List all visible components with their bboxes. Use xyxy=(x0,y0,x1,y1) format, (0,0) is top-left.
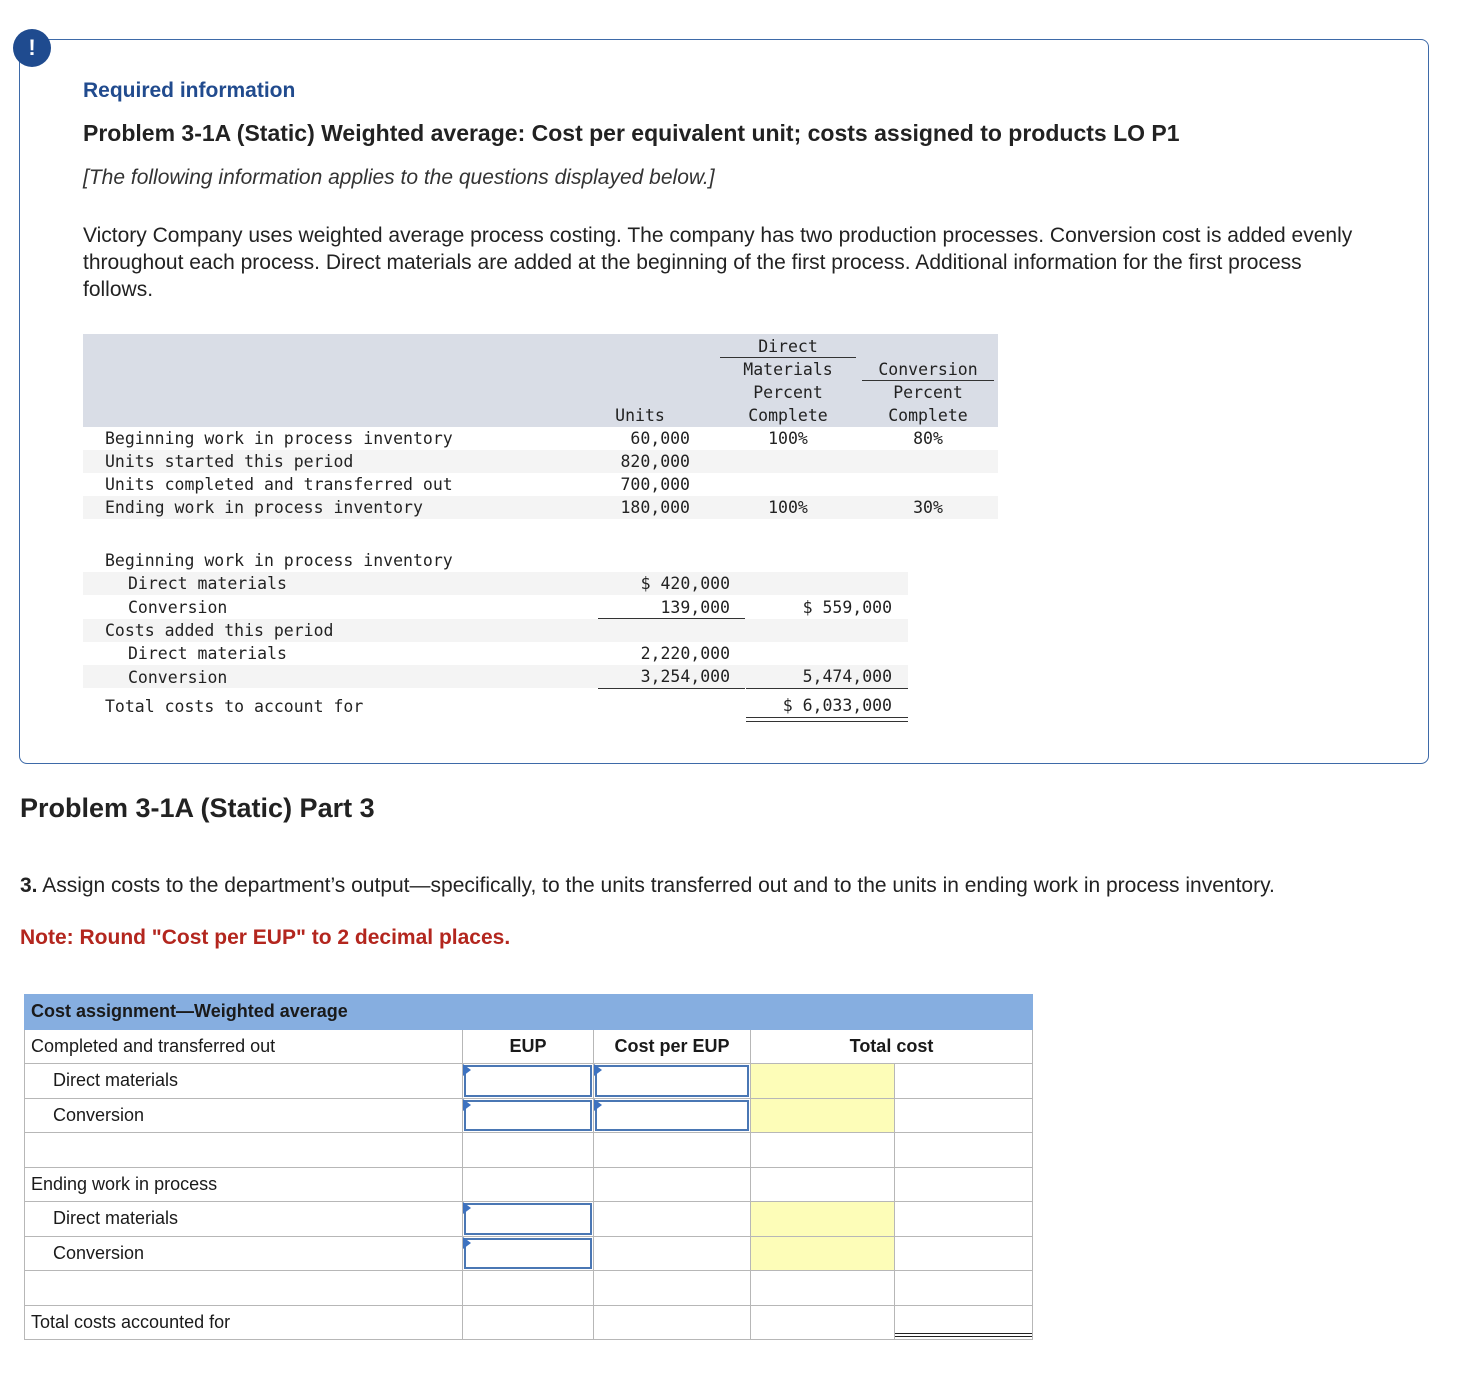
completed-conv-total-cost xyxy=(751,1098,895,1133)
cost-bwip-conv-label: Conversion xyxy=(128,598,228,617)
total-accounted-label: Total costs accounted for xyxy=(25,1305,463,1340)
units-row-label: Units completed and transferred out xyxy=(105,475,453,494)
units-row-dm: 100% xyxy=(768,498,808,517)
cost-added-conv-label: Conversion xyxy=(128,668,228,687)
empty-cell xyxy=(594,1167,751,1202)
instruction-text: Assign costs to the department’s output—specifically, to the units transferred out and to the units in ending work in process inventory. xyxy=(37,874,1275,897)
empty-cell xyxy=(895,1236,1033,1271)
empty-cell xyxy=(895,1133,1033,1168)
table-row xyxy=(25,1202,1033,1237)
cost-assignment-table xyxy=(24,994,1033,1340)
cost-added-conv-value: 3,254,000 xyxy=(640,667,730,686)
table-row xyxy=(25,1029,1033,1064)
table-header-row xyxy=(25,995,1033,1030)
completed-conv-cost-per-eup-input[interactable] xyxy=(594,1098,751,1133)
empty-cell xyxy=(895,1064,1033,1099)
col-conv-header-2: Percent xyxy=(893,383,963,402)
cost-assignment-title: Cost assignment—Weighted average xyxy=(25,995,1033,1030)
cost-bwip-dm-label: Direct materials xyxy=(128,574,287,593)
cost-added-total: 5,474,000 xyxy=(802,667,892,686)
ending-conv-total-cost xyxy=(751,1236,895,1271)
alert-icon: ! xyxy=(13,29,51,67)
units-row-dm: 100% xyxy=(768,429,808,448)
total-double-rule-2 xyxy=(746,721,908,722)
ending-wip-label: Ending work in process xyxy=(25,1167,463,1202)
col-conv-header-3: Complete xyxy=(888,406,968,425)
empty-cell xyxy=(463,1167,594,1202)
units-row-conv: 30% xyxy=(913,498,943,517)
table-row xyxy=(25,1098,1033,1133)
applies-note: [The following information applies to the questions displayed below.] xyxy=(83,166,715,189)
units-row-label: Ending work in process inventory xyxy=(105,498,423,517)
completed-label: Completed and transferred out xyxy=(25,1029,463,1064)
dm-header-rule xyxy=(720,357,856,358)
table-row xyxy=(25,1271,1033,1306)
cost-total-label: Total costs to account for xyxy=(105,697,364,716)
cost-added-label: Costs added this period xyxy=(105,621,334,640)
cost-added-dm-value: 2,220,000 xyxy=(640,644,730,663)
empty-cell xyxy=(751,1133,895,1168)
empty-cell xyxy=(463,1271,594,1306)
ending-dm-total-cost xyxy=(751,1202,895,1237)
empty-cell xyxy=(751,1305,895,1340)
cost-total-value: $ 6,033,000 xyxy=(782,696,892,715)
empty-cell xyxy=(895,1098,1033,1133)
units-row-conv: 80% xyxy=(913,429,943,448)
part-title: Problem 3-1A (Static) Part 3 xyxy=(20,793,375,823)
units-row-units: 820,000 xyxy=(620,452,690,471)
empty-cell xyxy=(751,1167,895,1202)
cost-bwip-dm-value: $ 420,000 xyxy=(640,574,730,593)
part-instruction xyxy=(20,872,1400,899)
empty-cell xyxy=(25,1271,463,1306)
ending-conv-label: Conversion xyxy=(25,1236,463,1271)
empty-cell xyxy=(594,1271,751,1306)
table-row xyxy=(25,1064,1033,1099)
col-conv-header-1: Conversion xyxy=(878,360,978,379)
empty-cell xyxy=(594,1133,751,1168)
completed-dm-cost-per-eup-input[interactable] xyxy=(594,1064,751,1099)
empty-cell xyxy=(594,1236,751,1271)
empty-cell xyxy=(594,1305,751,1340)
col-dm-header-2: Materials xyxy=(743,360,833,379)
units-table-header-band xyxy=(83,334,998,427)
col-dm-header-3: Percent xyxy=(753,383,823,402)
col-cost-per-eup: Cost per EUP xyxy=(594,1029,751,1064)
units-row-label: Units started this period xyxy=(105,452,354,471)
instruction-number: 3. xyxy=(20,874,38,897)
table-row xyxy=(25,1133,1033,1168)
completed-conv-label: Conversion xyxy=(25,1098,463,1133)
added-subtotal-rule xyxy=(598,688,745,689)
empty-cell xyxy=(895,1167,1033,1202)
bwip-subtotal-rule xyxy=(598,618,745,619)
cost-added-dm-label: Direct materials xyxy=(128,644,287,663)
cost-bwip-label: Beginning work in process inventory xyxy=(105,551,453,570)
col-eup: EUP xyxy=(463,1029,594,1064)
units-row-label: Beginning work in process inventory xyxy=(105,429,453,448)
problem-title: Problem 3-1A (Static) Weighted average: Cost per equivalent unit; costs assigned to products LO P1 xyxy=(83,120,1180,146)
ending-dm-eup-input[interactable] xyxy=(463,1202,594,1237)
completed-dm-eup-input[interactable] xyxy=(463,1064,594,1099)
units-row-units: 180,000 xyxy=(620,498,690,517)
table-row xyxy=(25,1167,1033,1202)
completed-conv-eup-input[interactable] xyxy=(463,1098,594,1133)
cost-bwip-total: $ 559,000 xyxy=(802,598,892,617)
empty-cell xyxy=(751,1271,895,1306)
empty-cell xyxy=(895,1271,1033,1306)
col-units-header: Units xyxy=(615,406,665,425)
empty-cell xyxy=(463,1133,594,1168)
units-row-units: 60,000 xyxy=(630,429,690,448)
cost-bwip-conv-value: 139,000 xyxy=(660,598,730,617)
col-dm-header-4: Complete xyxy=(748,406,828,425)
rounding-note: Note: Round "Cost per EUP" to 2 decimal places. xyxy=(20,926,511,949)
conv-header-rule xyxy=(862,380,994,381)
units-row-units: 700,000 xyxy=(620,475,690,494)
ending-dm-label: Direct materials xyxy=(25,1202,463,1237)
total-accounted-value xyxy=(895,1305,1033,1340)
total-double-rule-1 xyxy=(746,717,908,718)
empty-cell xyxy=(25,1133,463,1168)
completed-dm-total-cost xyxy=(751,1064,895,1099)
empty-cell xyxy=(463,1305,594,1340)
ending-conv-eup-input[interactable] xyxy=(463,1236,594,1271)
empty-cell xyxy=(594,1202,751,1237)
added-total-rule xyxy=(746,688,908,689)
table-row xyxy=(25,1305,1033,1340)
table-row xyxy=(25,1236,1033,1271)
col-total-cost: Total cost xyxy=(751,1029,1033,1064)
problem-description: Victory Company uses weighted average process costing. The company has two production processes. Conversion cost is added evenly throughout each process. Direct materials are added at the beginning of the first process. Additional information for the first process follows. xyxy=(83,224,1353,301)
col-dm-header-1: Direct xyxy=(758,337,818,356)
required-information-heading: Required information xyxy=(83,79,296,102)
completed-dm-label: Direct materials xyxy=(25,1064,463,1099)
empty-cell xyxy=(895,1202,1033,1237)
